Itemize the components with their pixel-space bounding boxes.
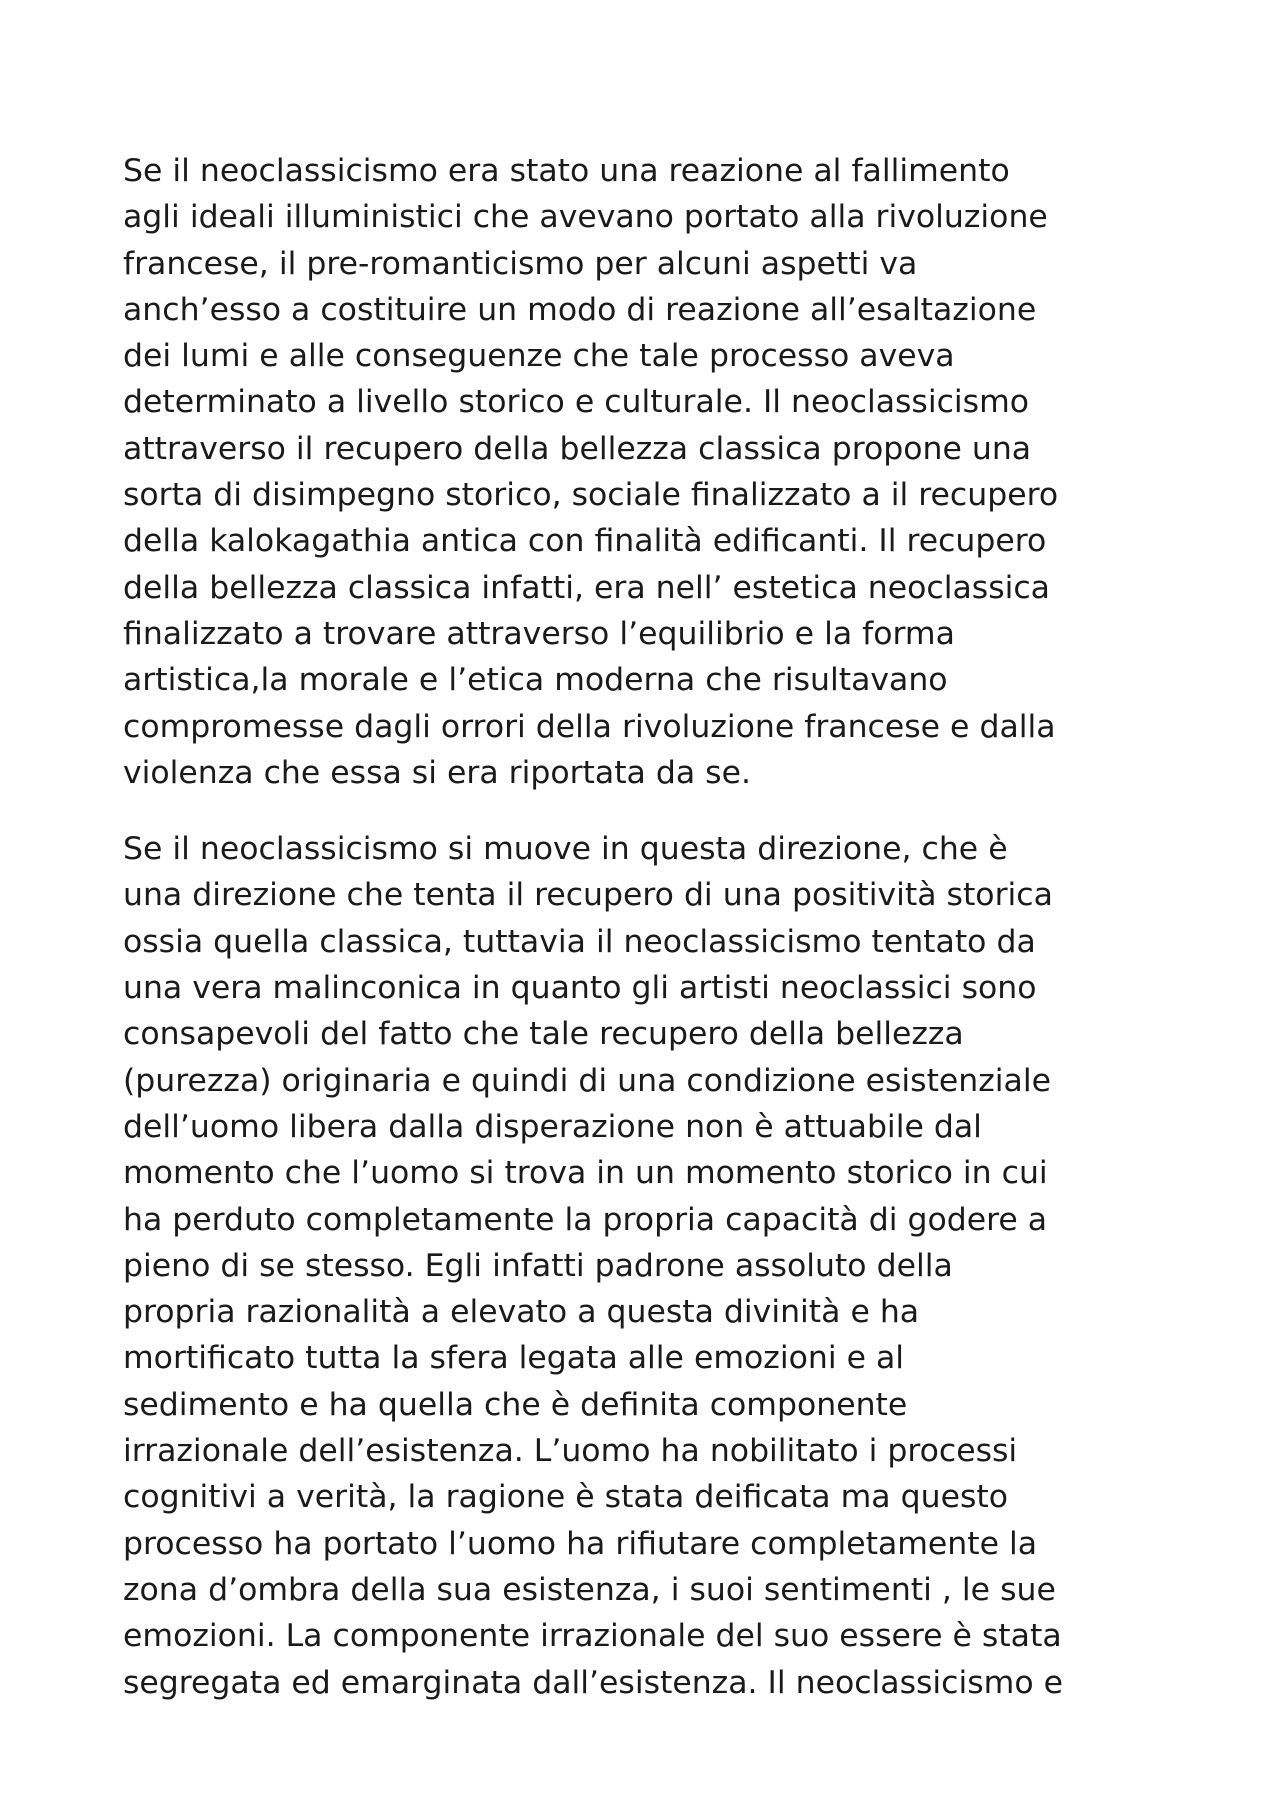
text-line: Se il neoclassicismo era stato una reazione al fallimento [123,153,1010,189]
text-line: dei lumi e alle conseguenze che tale processo aveva [123,338,955,375]
text-line: (purezza) originaria e quindi di una condizione esistenziale [123,1062,1051,1099]
text-line: finalizzato a trovare attraverso l’equilibrio e la forma [123,615,955,652]
text-line: emozioni. La componente irrazionale del suo essere è stata [123,1618,1062,1655]
text-line: agli ideali illuministici che avevano portato alla rivoluzione [123,199,1048,236]
text-line: Se il neoclassicismo si muove in questa direzione, che è [123,831,1008,868]
text-line: cognitivi a verità, la ragione è stata deificata ma questo [123,1479,1008,1516]
text-line: una direzione che tenta il recupero di una positività storica [123,877,1053,914]
text-line: momento che l’uomo si trova in un momento storico in cui [123,1155,1048,1192]
text-line: artistica,la morale e l’etica moderna che risultavano [123,662,948,699]
text-line: determinato a livello storico e culturale. Il neoclassicismo [123,384,1030,421]
text-line: dell’uomo libera dalla disperazione non è attuabile dal [123,1108,982,1145]
text-line: irrazionale dell’esistenza. L’uomo ha nobilitato i processi [123,1433,1018,1470]
text-line: mortificato tutta la sfera legata alle emozioni e al [123,1340,905,1377]
text-line: zona d’ombra della sua esistenza, i suoi sentimenti , le sue [123,1571,1056,1608]
text-line: violenza che essa si era riportata da se. [123,754,751,791]
text-line: sedimento e ha quella che è definita componente [123,1386,908,1423]
text-line: francese, il pre-romanticismo per alcuni aspetti va [123,245,918,282]
text-line: attraverso il recupero della bellezza classica propone una [123,430,1032,467]
text-line: ossia quella classica, tuttavia il neoclassicismo tentato da [123,923,1036,960]
text-line: della bellezza classica infatti, era nell’ estetica neoclassica [123,569,1050,606]
text-line: compromesse dagli orrori della rivoluzione francese e dalla [123,708,1056,745]
text-line: processo ha portato l’uomo ha rifiutare completamente la [123,1525,1038,1562]
text-line: pieno di se stesso. Egli infatti padrone assoluto della [123,1247,953,1284]
document-body [123,148,1183,1736]
text-line: consapevoli del fatto che tale recupero della bellezza [123,1016,964,1053]
text-line: anch’esso a costituire un modo di reazione all’esaltazione [123,291,1037,328]
text-line: una vera malinconica in quanto gli artisti neoclassici sono [123,970,1037,1007]
text-line: della kalokagathia antica con finalità edificanti. Il recupero [123,523,1047,560]
text-line: segregata ed emarginata dall’esistenza. Il neoclassicismo e [123,1664,1064,1701]
text-line: sorta di disimpegno storico, sociale finalizzato a il recupero [123,477,1059,514]
paragraph-1 [123,148,1183,796]
paragraph-2 [123,826,1183,1706]
text-line: propria razionalità a elevato a questa divinità e ha [123,1294,920,1331]
text-line: ha perduto completamente la propria capacità di godere a [123,1201,1048,1238]
